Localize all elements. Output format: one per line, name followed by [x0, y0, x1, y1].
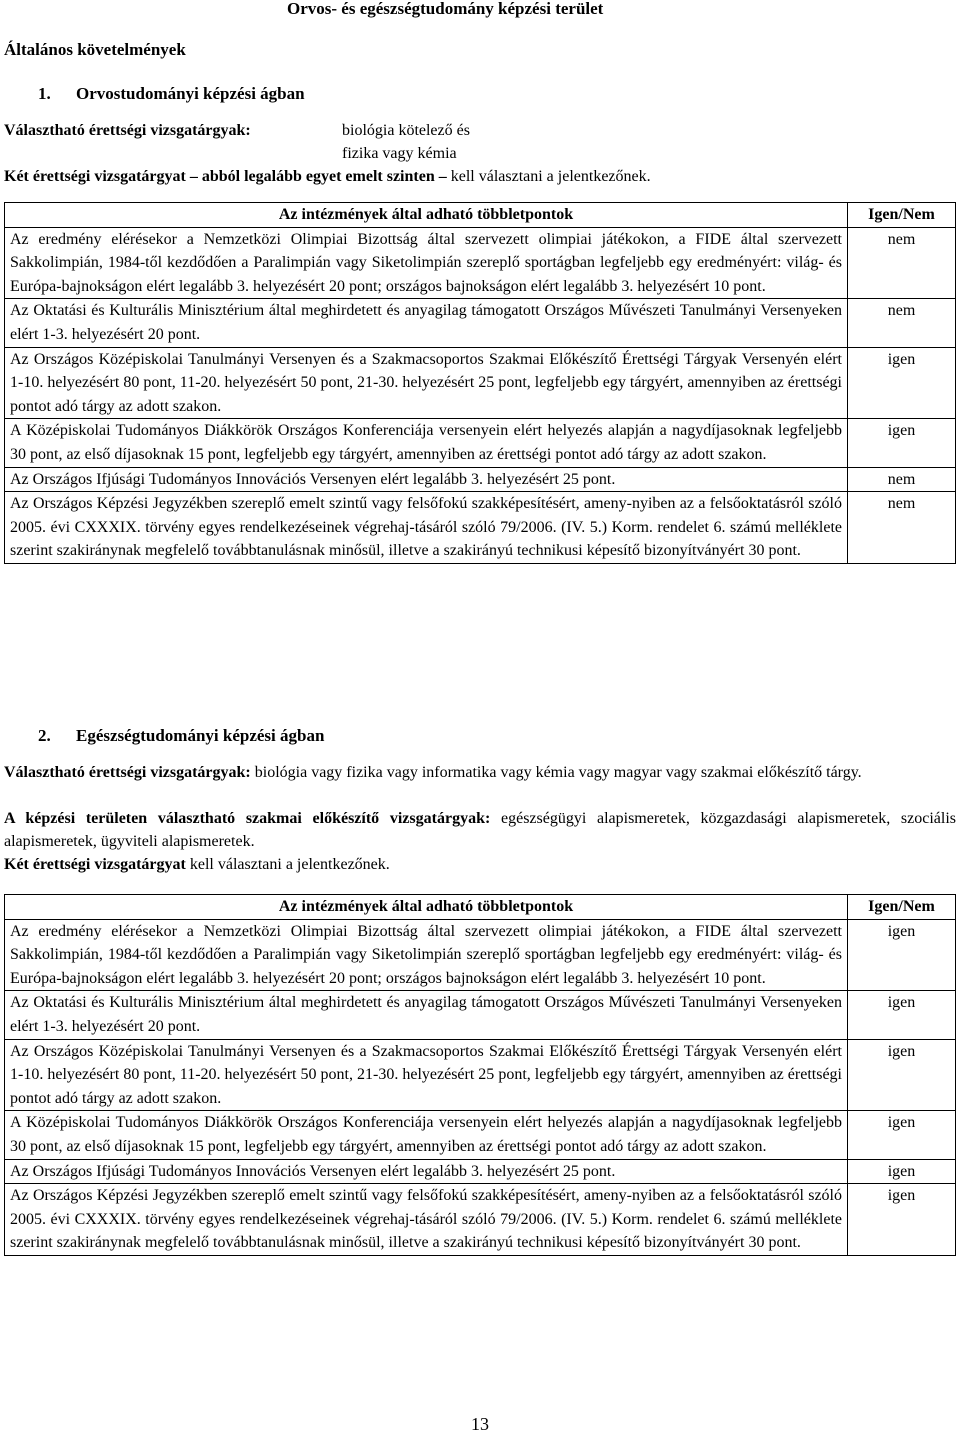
row-text: Az Országos Képzési Jegyzékben szereplő emelt szintű vagy felsőfokú szakképesítésért, ameny-nyiben az a felsőoktatásról szóló 2005. évi CXXXIX. törvény egyes rendelkezéseinek végrehaj-tásáról szóló 79/2006. (IV. 5.) Korm. rendelet 6. számú melléklete szerint szakiránynak megfelelő továbbtanulásnak minősül, illetve a szakirányú technikusi képesítő bizonyítványért 30 pont.	[5, 1184, 848, 1256]
table-row	[5, 919, 956, 991]
table-row	[5, 1039, 956, 1111]
row-text: A Középiskolai Tudományos Diákkörök Országos Konferenciája versenyein elért helyezés alapján a nagydíjasoknak legfeljebb 30 pont, az első díjasoknak 15 pont, legfeljebb egy tárgyért, amennyiben az érettségi pontot adó tárgy az adott szakon.	[5, 419, 848, 467]
section2-heading	[38, 724, 324, 747]
table-row	[5, 299, 956, 347]
section1-points-table	[4, 202, 956, 564]
row-value: igen	[848, 1159, 956, 1184]
section1-two-subjects	[4, 165, 956, 188]
row-text: Az Oktatási és Kulturális Minisztérium által meghirdetett és anyagilag támogatott Országos Művészeti Tanulmányi Versenyeken elért 1-3. helyezésért 20 pont.	[5, 299, 848, 347]
row-value: igen	[848, 919, 956, 991]
row-value: igen	[848, 347, 956, 419]
section2-vocational-label: A képzési területen választható szakmai előkészítő vizsgatárgyak:	[4, 810, 491, 827]
row-text: Az eredmény elérésekor a Nemzetközi Olimpiai Bizottság által szervezett olimpiai játékokon, a FIDE által szervezett Sakkolimpián, 1984-től kezdődően a Paralimpián vagy Siketolimpián szereplő sportágban legfeljebb egy eredményért: világ- és Európa-bajnokságon elért legalább 3. helyezésért 20 pont; országos bajnokságon elért legalább 3. helyezésért 10 pont.	[5, 919, 848, 991]
row-text: Az Országos Ifjúsági Tudományos Innovációs Versenyen elért legalább 3. helyezésért 25 pont.	[5, 467, 848, 492]
section1-elective-value-1: biológia kötelező és	[342, 122, 470, 139]
area-title: Orvos- és egészségtudomány képzési terület	[287, 0, 604, 18]
table-row	[5, 492, 956, 564]
row-value: igen	[848, 991, 956, 1039]
section1-elective-line	[4, 119, 956, 142]
row-value: igen	[848, 1111, 956, 1159]
section1-two-subjects-rest: kell választani a jelentkezőnek.	[446, 168, 651, 185]
section1-two-subjects-bold: Két érettségi vizsgatárgyat – abból legalább egyet emelt szinten –	[4, 168, 447, 185]
section2-two-subjects-rest: kell választani a jelentkezőnek.	[185, 856, 390, 873]
table-row	[5, 419, 956, 467]
row-value: igen	[848, 1184, 956, 1256]
row-value: nem	[848, 467, 956, 492]
table-header-left: Az intézmények által adható többletpontok	[5, 895, 848, 920]
row-text: Az Országos Középiskolai Tanulmányi Versenyen és a Szakmacsoportos Szakmai Előkészítő Érettségi Tárgyak Versenyén elért 1-10. helyezésért 80 pont, 11-20. helyezésért 50 pont, 21-30. helyezésért 25 pont, legfeljebb egy tárgyért, amennyiben az érettségi pontot adó tárgy az adott szakon.	[5, 1039, 848, 1111]
table-row	[5, 1184, 956, 1256]
section1-heading	[38, 82, 305, 105]
row-text: A Középiskolai Tudományos Diákkörök Országos Konferenciája versenyein elért helyezés alapján a nagydíjasoknak legfeljebb 30 pont, az első díjasoknak 15 pont, legfeljebb egy tárgyért, amennyiben az érettségi pontot adó tárgy az adott szakon.	[5, 1111, 848, 1159]
section2-two-subjects-bold: Két érettségi vizsgatárgyat	[4, 856, 186, 873]
section2-two-subjects	[4, 853, 956, 876]
requirements-title: Általános követelmények	[4, 40, 186, 59]
table-header-right: Igen/Nem	[848, 895, 956, 920]
table-row	[5, 227, 956, 299]
row-value: igen	[848, 1039, 956, 1111]
section2-elective-value: biológia vagy fizika vagy informatika vagy kémia vagy magyar vagy szakmai előkészítő tárgy.	[250, 764, 862, 781]
row-value: igen	[848, 419, 956, 467]
row-text: Az Országos Középiskolai Tanulmányi Versenyen és a Szakmacsoportos Szakmai Előkészítő Érettségi Tárgyak Versenyén elért 1-10. helyezésért 80 pont, 11-20. helyezésért 50 pont, 21-30. helyezésért 25 pont, legfeljebb egy tárgyért, amennyiben az érettségi pontot adó tárgy az adott szakon.	[5, 347, 848, 419]
section2-elective-label: Választható érettségi vizsgatárgyak:	[4, 764, 251, 781]
table-row	[5, 991, 956, 1039]
row-text: Az Oktatási és Kulturális Minisztérium által meghirdetett és anyagilag támogatott Országos Művészeti Tanulmányi Versenyeken elért 1-3. helyezésért 20 pont.	[5, 991, 848, 1039]
section2-vocational-value: egészségügyi alapismeretek, közgazdasági alapismeretek, szociális alapismeretek, ügyviteli alapismeretek.	[4, 810, 957, 850]
table-row	[5, 467, 956, 492]
section2-vocational-paragraph	[4, 807, 956, 853]
table-header-left: Az intézmények által adható többletpontok	[5, 203, 848, 228]
section2-points-table	[4, 894, 956, 1256]
section2-elective-paragraph	[4, 761, 956, 784]
table-header-right: Igen/Nem	[848, 203, 956, 228]
table-header-row	[5, 895, 956, 920]
table-row	[5, 347, 956, 419]
row-value: nem	[848, 492, 956, 564]
section1-title: Orvostudományi képzési ágban	[76, 84, 305, 103]
table-row	[5, 1159, 956, 1184]
section2-title: Egészségtudományi képzési ágban	[76, 726, 325, 745]
page-number: 13	[471, 1414, 489, 1434]
row-value: nem	[848, 299, 956, 347]
table-header-row	[5, 203, 956, 228]
section2-number: 2.	[38, 726, 51, 745]
row-value: nem	[848, 227, 956, 299]
section1-number: 1.	[38, 84, 51, 103]
section1-elective-label: Választható érettségi vizsgatárgyak:	[4, 122, 251, 139]
row-text: Az Országos Képzési Jegyzékben szereplő emelt szintű vagy felsőfokú szakképesítésért, ameny-nyiben az a felsőoktatásról szóló 2005. évi CXXXIX. törvény egyes rendelkezéseinek végrehaj-tásáról szóló 79/2006. (IV. 5.) Korm. rendelet 6. számú melléklete szerint szakiránynak megfelelő továbbtanulásnak minősül, illetve a szakirányú technikusi képesítő bizonyítványért 30 pont.	[5, 492, 848, 564]
table-row	[5, 1111, 956, 1159]
row-text: Az eredmény elérésekor a Nemzetközi Olimpiai Bizottság által szervezett olimpiai játékokon, a FIDE által szervezett Sakkolimpián, 1984-től kezdődően a Paralimpián vagy Siketolimpián szereplő sportágban legfeljebb egy eredményért: világ- és Európa-bajnokságon elért legalább 3. helyezésért 20 pont; országos bajnokságon elért legalább 3. helyezésért 10 pont.	[5, 227, 848, 299]
row-text: Az Országos Ifjúsági Tudományos Innovációs Versenyen elért legalább 3. helyezésért 25 pont.	[5, 1159, 848, 1184]
section1-elective-value-2: fizika vagy kémia	[342, 145, 457, 162]
